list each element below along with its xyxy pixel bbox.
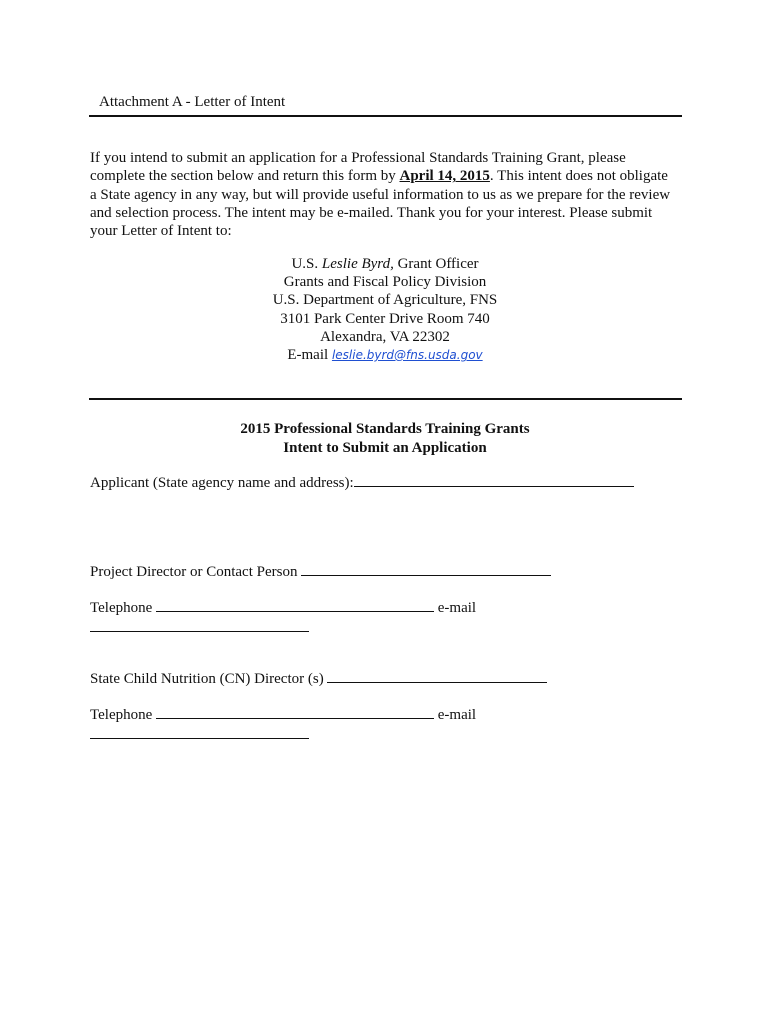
email-label: e-mail (434, 600, 477, 616)
intro-line: If you intend to submit an application for a Professional Standards Training Grant, please (90, 150, 626, 166)
telephone-label-2: Telephone (90, 707, 157, 723)
mailing-address-block (90, 255, 680, 364)
telephone-row-2 (90, 706, 476, 724)
intro-paragraph (90, 149, 680, 240)
contact-department: U.S. Department of Agriculture, FNS (272, 292, 498, 309)
intro-line: complete the section below and return this form by April 14, 2015. This intent does not obligate (90, 168, 668, 185)
contact-name: Leslie Byrd, (321, 256, 394, 272)
director-row (90, 563, 551, 581)
telephone-field-2[interactable] (156, 706, 434, 719)
deadline-date: April 14, 2015 (399, 168, 490, 185)
form-subtitle: Intent to Submit an Application (283, 439, 487, 456)
contact-division: Grants and Fiscal Policy Division (283, 274, 487, 291)
form-title-block (90, 420, 680, 457)
applicant-field[interactable] (354, 474, 634, 487)
email-field[interactable] (90, 619, 309, 632)
cn-director-field[interactable] (327, 670, 547, 683)
email-label-2: e-mail (434, 707, 477, 723)
contact-email-link[interactable]: leslie.byrd@fns.usda.gov (331, 348, 483, 363)
form-title: 2015 Professional Standards Training Grants (240, 421, 530, 437)
cn-director-label: State Child Nutrition (CN) Director (s) (90, 671, 328, 687)
telephone-label: Telephone (90, 600, 157, 616)
telephone-field[interactable] (156, 599, 434, 612)
telephone-row (90, 599, 476, 617)
intro-line: your Letter of Intent to: (90, 223, 232, 240)
director-label: Project Director or Contact Person (90, 564, 302, 580)
attachment-header: Attachment A - Letter of Intent (99, 94, 286, 110)
email-field-2[interactable] (90, 726, 309, 739)
director-field[interactable] (301, 563, 551, 576)
contact-email-line: E-mail leslie.byrd@fns.usda.gov (287, 347, 483, 364)
applicant-row (90, 474, 634, 492)
contact-name-line: U.S. Leslie Byrd, Grant Officer (291, 256, 479, 272)
contact-street: 3101 Park Center Drive Room 740 (280, 310, 490, 327)
intro-line: a State agency in any way, but will provide useful information to us as we prepare for the review (90, 186, 671, 203)
header-divider (89, 115, 682, 117)
applicant-label: Applicant (State agency name and address): (90, 475, 354, 491)
intro-line: and selection process. The intent may be e-mailed. Thank you for your interest. Please submit (90, 204, 653, 221)
email-row-2 (90, 726, 309, 744)
email-row (90, 619, 309, 637)
section-divider (89, 398, 682, 400)
cn-director-row (90, 670, 547, 688)
contact-city: Alexandra, VA 22302 (320, 328, 450, 345)
